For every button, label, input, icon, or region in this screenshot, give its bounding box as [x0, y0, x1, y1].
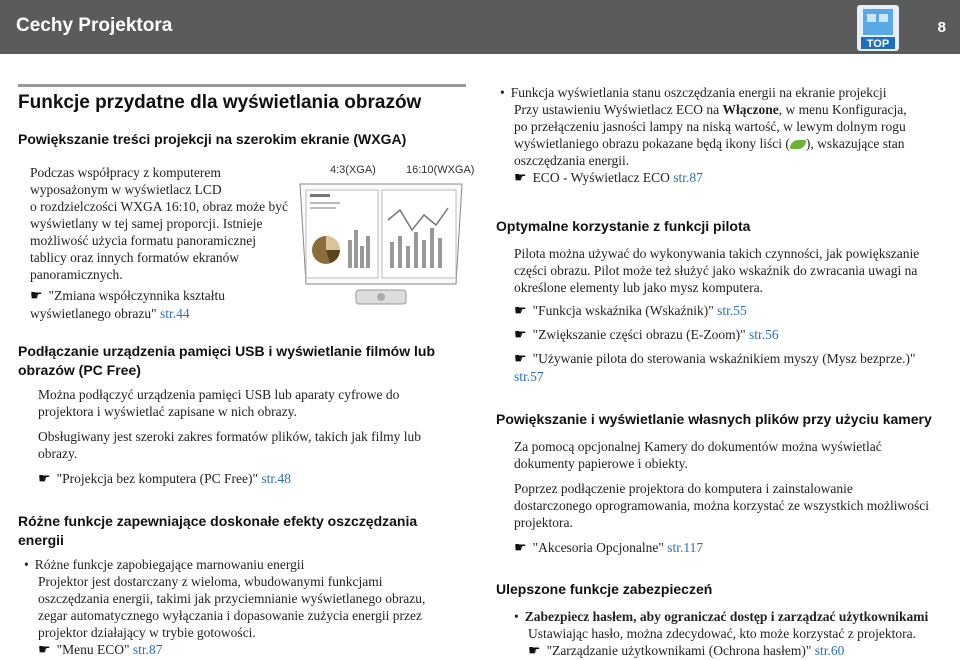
energy-text: • Różne funkcje zapobiegające marnowaniu energii Projektor jest dostarczany z wieloma, wbudowanymi funkcjami oszczędzania energii, takimi jak przyciemnianie wyświetlanego obrazu, zegar automatycznego wyłączania i dopasowanie zużycia energii przez projektor działający w trybie gotowości. ☛ "Menu ECO" str.87 [38, 556, 454, 659]
pilot-ref-3-link[interactable]: str.57 [514, 369, 544, 384]
wxga-ref[interactable]: ☛ "Zmiana współczynnika kształtu [30, 288, 226, 304]
main-title: Funkcje przydatne dla wyświetlania obrazów [18, 92, 422, 113]
security-title: Ulepszone funkcje zabezpieczeń [496, 581, 713, 597]
pointing-hand-icon: ☛ [514, 352, 527, 367]
top-icon [857, 5, 899, 51]
camera-ref-link[interactable]: str.117 [667, 540, 704, 555]
svg-text:TOP: TOP [866, 38, 890, 50]
pointing-hand-icon: ☛ [38, 643, 51, 658]
page-number: 8 [937, 19, 946, 36]
page-title: Cechy Projektora [16, 15, 173, 36]
energy-ref-link[interactable]: str.87 [132, 642, 163, 657]
pilot-ref-2[interactable]: ☛ "Zwiększanie części obrazu (E-Zoom)" str.56 [514, 327, 779, 343]
pilot-ref-2-link[interactable]: str.56 [748, 327, 779, 342]
usb-text: Można podłączyć urządzenia pamięci USB lub aparaty cyfrowe do projektora i wyświetlać zapisane w nich obrazy. Obsługiwany jest szeroki zakres formatów plików, takich jak filmy lub obrazy. ☛ "Projekcja bez komputera (PC Free)" str.48 [38, 386, 450, 488]
camera-text: Za pomocą opcjonalnej Kamery do dokumentów można wyświetlać dokumenty papierowe i obiekty. Poprzez podłączenie projektora do komputera i zainstalowanie dostarczonego oprogramowania, można korzystać ze wszystkich możliwości projektora. ☛ "Akcesoria Opcjonalne" str.117 [514, 438, 944, 557]
pilot-ref-1-link[interactable]: str.55 [717, 303, 747, 318]
screen-comparison-illustration [296, 180, 466, 310]
label-16-10: 16:10(WXGA) [406, 164, 475, 176]
pointing-hand-icon: ☛ [514, 304, 527, 319]
pointing-hand-icon: ☛ [38, 472, 51, 487]
section-rule [18, 84, 466, 87]
wxga-ref-link[interactable]: str.44 [159, 306, 190, 321]
usb-title: Podłączanie urządzenia pamięci USB i wyświetlanie filmów lub obrazów (PC Free) [18, 343, 435, 378]
pilot-text: Pilota można używać do wykonywania takich czynności, jak powiększanie części obrazu. Pilot może też służyć jako wskaźnik do zwracania uwagi na określone elementy lub jako mysz komputera. ☛ "Funkcja wskaźnika (Wskaźnik)" str.55 ☛ "Zwiększanie części obrazu (E-Zoom)" str.56 ☛ "Używanie pilota do sterowania wskaźnikiem myszy (Mysz bezprze.)" str.57 [514, 245, 944, 385]
usb-ref[interactable]: ☛ "Projekcja bez komputera (PC Free)" str.48 [38, 471, 292, 487]
energy-title: Różne funkcje zapewniające doskonałe efekty oszczędzania energii [18, 513, 418, 548]
energy-ref[interactable]: ☛ "Menu ECO" str.87 [38, 642, 163, 658]
eco-ref-link[interactable]: str.87 [673, 170, 703, 185]
usb-ref-link[interactable]: str.48 [261, 471, 292, 486]
wxga-title: Powiększanie treści projekcji na szerokim ekranie (WXGA) [18, 131, 407, 147]
bullet-icon: • [500, 85, 505, 100]
pilot-ref-3[interactable]: ☛ "Używanie pilota do sterowania wskaźnikiem myszy (Mysz bezprze.)" [514, 351, 916, 367]
eco-ref[interactable]: ☛ ECO - Wyświetlacz ECO str.87 [514, 170, 703, 186]
bullet-icon: • [24, 557, 29, 572]
pointing-hand-icon: ☛ [528, 644, 541, 659]
camera-ref[interactable]: ☛ "Akcesoria Opcjonalne" str.117 [514, 540, 704, 556]
eco-text: • Funkcja wyświetlania stanu oszczędzania energii na ekranie projekcji Przy ustawieniu Wyświetlacz ECO na Włączone, w menu Konfiguracja, po przełączeniu jasności lampy na niską wartość, w lewym dolnym rogu wyświetlaniego obrazu pokazane będą ikony liści ( ), wskazujące stan oszczędzania energii. ☛ ECO - Wyświetlacz ECO str.87 [514, 84, 944, 187]
leaf-icon [790, 140, 806, 149]
security-ref[interactable]: ☛ "Zarządzanie użytkownikami (Ochrona hasłem)" str.60 [528, 643, 845, 659]
security-ref-link[interactable]: str.60 [814, 643, 845, 658]
pilot-ref-1[interactable]: ☛ "Funkcja wskaźnika (Wskaźnik)" str.55 [514, 303, 747, 319]
top-button[interactable] [857, 5, 899, 51]
bullet-icon: • [514, 609, 519, 624]
label-4-3: 4:3(XGA) [330, 164, 376, 176]
wxga-text: Podczas współpracy z komputerem wyposażonym w wyświetlacz LCD o rozdzielczości WXGA 16:10, obraz może być wyświetlany w tej samej proporcji. Istnieje możliwość użycia formatu panoramicznej tablicy oraz innych formatów ekranów panoramicznych. ☛ "Zmiana współczynnika kształtu wyświetlanego obrazu" str.44 [30, 165, 289, 321]
pointing-hand-icon: ☛ [514, 328, 527, 343]
pilot-title: Optymalne korzystanie z funkcji pilota [496, 218, 751, 234]
page-header [0, 0, 960, 54]
camera-title: Powiększanie i wyświetlanie własnych plików przy użyciu kamery [496, 411, 932, 427]
pointing-hand-icon: ☛ [514, 171, 527, 186]
pointing-hand-icon: ☛ [514, 541, 527, 556]
aspect-ratio-figure [296, 160, 475, 310]
pointing-hand-icon: ☛ [30, 289, 43, 304]
security-text: • Zabezpiecz hasłem, aby ograniczać dostęp i zarządzać użytkownikami Ustawiając hasło, można zdecydować, kto może korzystać z projektora. ☛ "Zarządzanie użytkownikami (Ochrona hasłem)" str.60 [528, 608, 948, 660]
